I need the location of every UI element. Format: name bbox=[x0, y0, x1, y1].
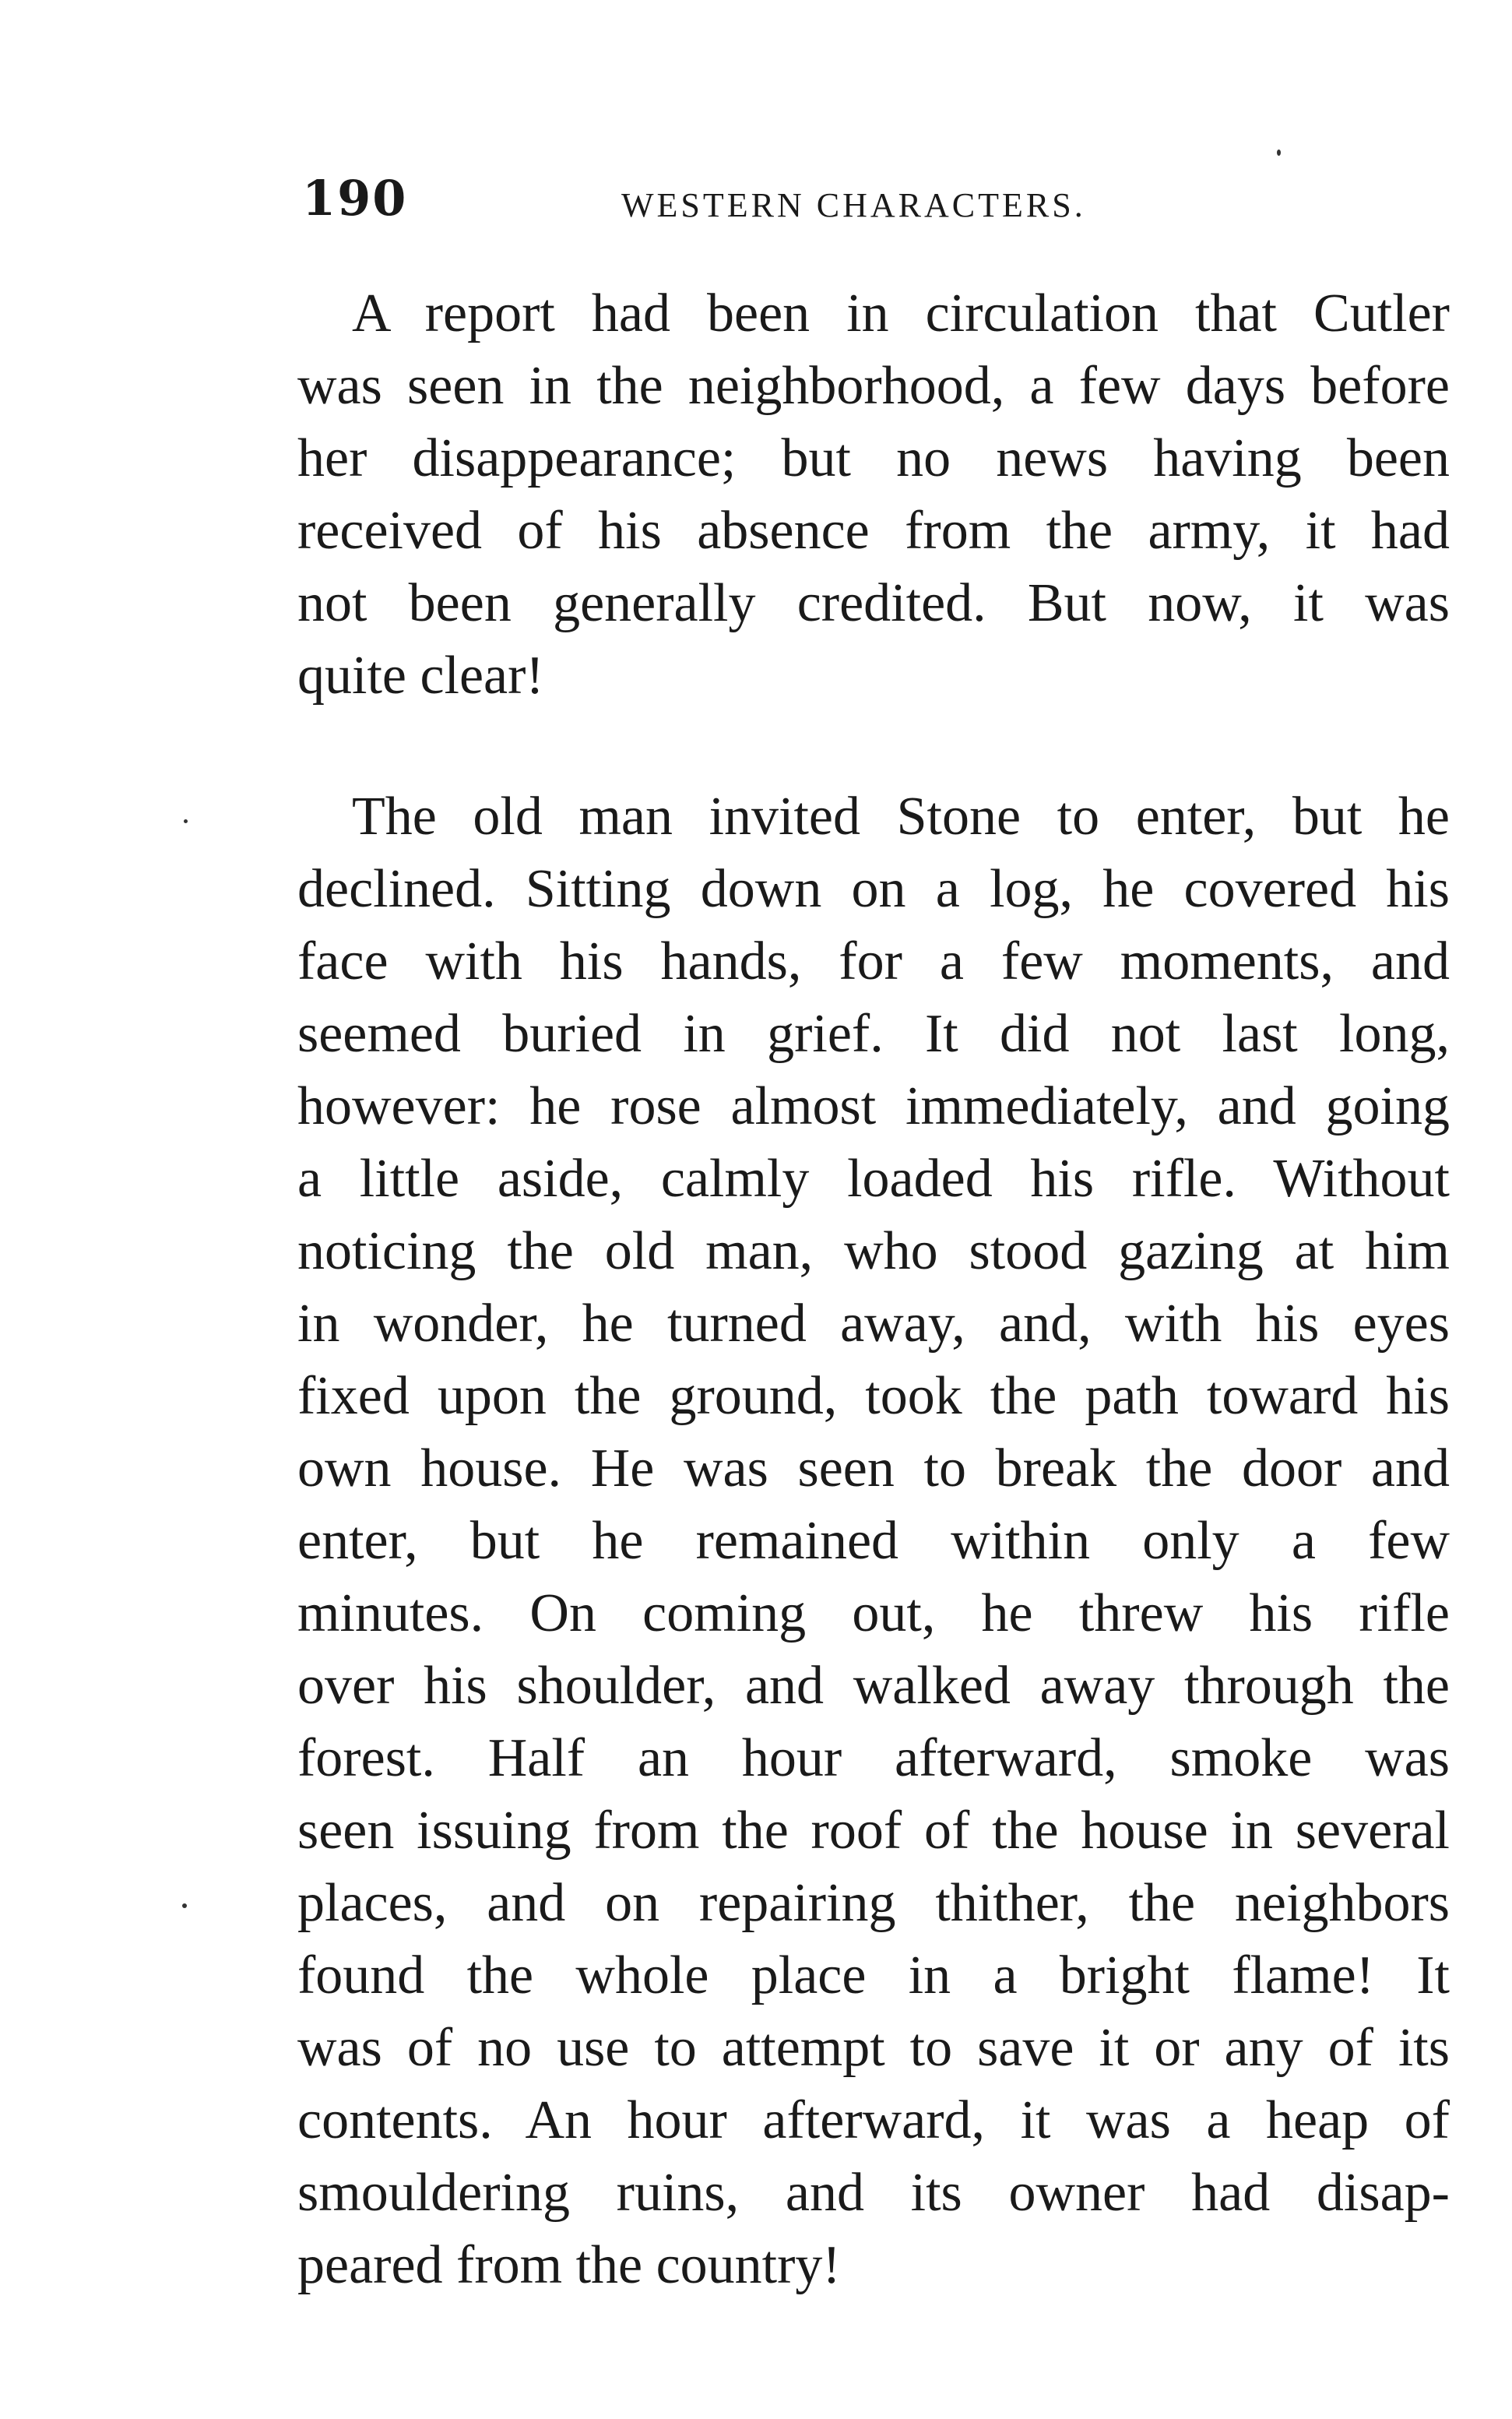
text-line: noticing the old man, who stood gazing at him bbox=[297, 1221, 1450, 1281]
running-head bbox=[302, 170, 1454, 240]
text-line: smouldering ruins, and its owner had disap- bbox=[297, 2163, 1450, 2223]
text-line: found the whole place in a bright flame! It bbox=[297, 1945, 1450, 2005]
text-line: contents. An hour afterward, it was a heap of bbox=[297, 2090, 1450, 2150]
text-line: over his shoulder, and walked away through the bbox=[297, 1656, 1450, 1716]
text-line: A report had been in circulation that Cutler bbox=[352, 283, 1450, 343]
text-line: face with his hands, for a few moments, and bbox=[297, 931, 1450, 991]
text-line: a little aside, calmly loaded his rifle. Without bbox=[297, 1149, 1450, 1209]
text-line: in wonder, he turned away, and, with his eyes bbox=[297, 1294, 1450, 1354]
print-speck bbox=[182, 1903, 187, 1908]
text-line: received of his absence from the army, it had bbox=[297, 501, 1450, 561]
text-line: forest. Half an hour afterward, smoke was bbox=[297, 1728, 1450, 1788]
text-line: quite clear! bbox=[297, 646, 544, 706]
text-line: not been generally credited. But now, it was bbox=[297, 573, 1450, 633]
text-line: own house. He was seen to break the door and bbox=[297, 1438, 1450, 1498]
text-line: minutes. On coming out, he threw his rifle bbox=[297, 1583, 1450, 1643]
text-line: seen issuing from the roof of the house in several bbox=[297, 1801, 1450, 1861]
paragraph-1 bbox=[297, 277, 1450, 712]
text-line: fixed upon the ground, took the path toward his bbox=[297, 1366, 1450, 1426]
text-line: declined. Sitting down on a log, he covered his bbox=[297, 859, 1450, 919]
text-line: enter, but he remained within only a few bbox=[297, 1511, 1450, 1571]
print-speck bbox=[1277, 150, 1281, 156]
text-line: however: he rose almost immediately, and going bbox=[297, 1076, 1450, 1136]
text-line: her disappearance; but no news having been bbox=[297, 428, 1450, 488]
text-line: was seen in the neighborhood, a few days before bbox=[297, 356, 1450, 416]
running-title: WESTERN CHARACTERS. bbox=[621, 186, 1086, 224]
text-line: places, and on repairing thither, the neighbors bbox=[297, 1873, 1450, 1933]
text-line: seemed buried in grief. It did not last long, bbox=[297, 1004, 1450, 1064]
text-line: peared from the country! bbox=[297, 2235, 841, 2295]
text-line: The old man invited Stone to enter, but he bbox=[352, 787, 1450, 847]
page-number: 190 bbox=[302, 170, 408, 227]
print-speck bbox=[184, 819, 188, 823]
paragraph-2 bbox=[297, 780, 1450, 2301]
text-line: was of no use to attempt to save it or any of its bbox=[297, 2018, 1450, 2078]
